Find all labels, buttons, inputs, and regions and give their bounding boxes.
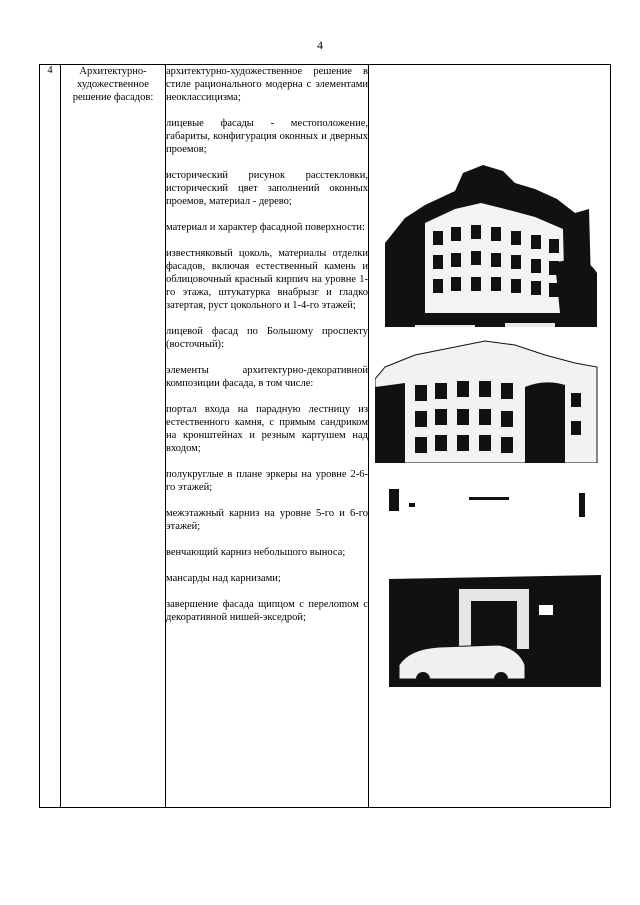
list-item: архитектурно-художественное решение в стиле рационального модерна с элементами неоклассицизма; <box>166 66 368 103</box>
list-item: лицевой фасад по Большому проспекту (восточный): <box>166 326 368 350</box>
list-item: материал и характер фасадной поверхности: <box>166 222 365 233</box>
list-item: венчающий карниз небольшого выноса; <box>166 547 346 558</box>
list-item: завершение фасада щипцом с перелomом с декоративной нишей-экседрой; <box>166 599 368 623</box>
list-item: лицевые фасады - местоположение, габариты, конфигурация оконных и дверных проемов; <box>166 118 368 155</box>
list-item: межэтажный карниз на уровне 5-го и 6-го этажей; <box>166 508 368 532</box>
table-row <box>40 65 611 808</box>
list-item: портал входа на парадную лестницу из естественного камня, с прямым сандриком на кронштейнах и резным картушем над входом; <box>166 404 368 454</box>
page-number: 4 <box>317 38 323 52</box>
list-item: мансарды над карнизами; <box>166 573 281 584</box>
facade-photo-2 <box>375 327 601 463</box>
list-item: элементы архитектурно-декоративной композиции фасада, в том числе: <box>166 365 368 389</box>
list-item: известняковый цоколь, материалы отделки фасадов, включая естественный камень и облицовочный красный кирпич на уровне 1-го этажа, штукатурка внабрызг и гладко затертая, руст цокольного и 1-4-го этажей; <box>166 248 368 311</box>
facade-photo-1 <box>385 113 597 359</box>
entrance-portal-photo <box>389 489 601 687</box>
protected-features-table <box>39 64 611 808</box>
row-number: 4 <box>40 65 61 808</box>
row-description <box>166 65 369 808</box>
photos-cell <box>369 65 611 808</box>
row-name: Архитектурно-художественное решение фасадов: <box>61 65 166 808</box>
list-item: полукруглые в плане эркеры на уровне 2-6-го этажей; <box>166 469 368 493</box>
list-item: исторический рисунок расстекловки, исторический цвет заполнений оконных проемов, материал - дерево; <box>166 170 368 207</box>
